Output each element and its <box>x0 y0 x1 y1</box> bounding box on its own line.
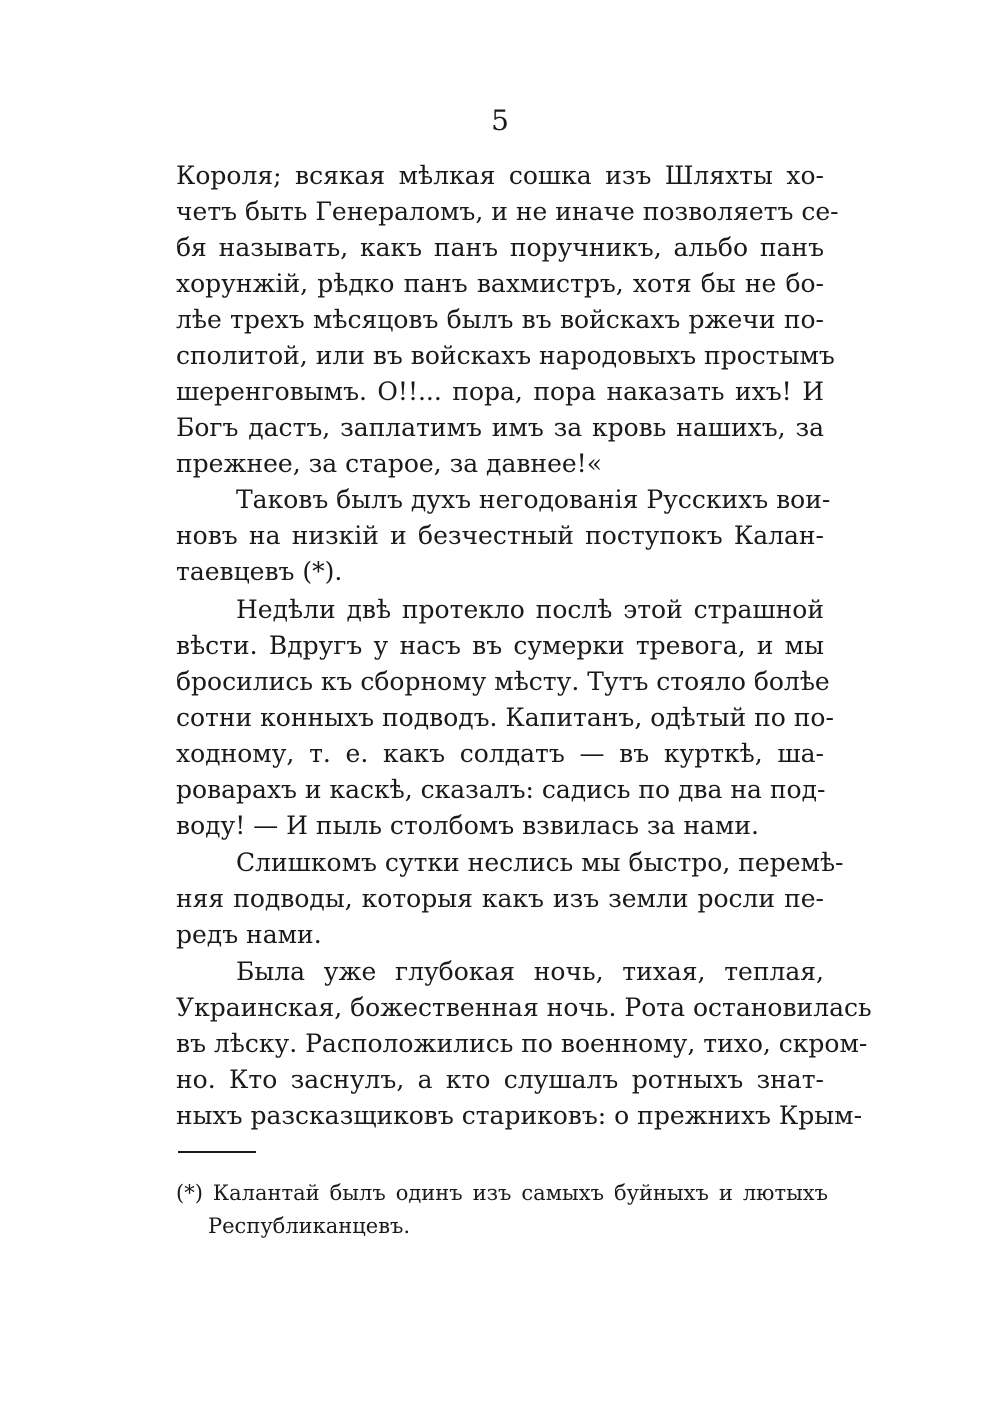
text-line: шеренговымъ. О!!... пора, пора наказать ихъ! И <box>176 377 824 406</box>
text-line: редъ нами. <box>176 920 322 949</box>
footnote-text: (*) Калантай былъ одинъ изъ самыхъ буйныхъ и лютыхъ <box>176 1181 828 1205</box>
text-line: хорунжій, рѣдко панъ вахмистръ, хотя бы не бо- <box>176 269 824 298</box>
text-line: новъ на низкій и безчестный поступокъ Калан- <box>176 521 824 550</box>
paragraph-start: Слишкомъ сутки неслись мы быстро, перемѣ- <box>236 848 844 877</box>
text-line: Короля; всякая мѣлкая сошка изъ Шляхты хо- <box>176 161 824 190</box>
text-line: сотни конныхъ подводъ. Капитанъ, одѣтый по по- <box>176 703 834 732</box>
text-line: Богъ дастъ, заплатимъ имъ за кровь нашихъ, за <box>176 413 824 442</box>
paragraph-start: Была уже глубокая ночь, тихая, теплая, <box>236 957 824 986</box>
text-line: бросились къ сборному мѣсту. Тутъ стояло болѣе <box>176 667 830 696</box>
paragraph-start: Недѣли двѣ протекло послѣ этой страшной <box>236 595 824 624</box>
text-line: Украинская, божественная ночь. Рота остановилась <box>176 993 872 1022</box>
footnote-divider <box>178 1151 256 1153</box>
text-line: ходному, т. е. какъ солдатъ — въ курткѣ, ша- <box>176 739 824 768</box>
text-line: роварахъ и каскѣ, сказалъ: садись по два на под- <box>176 775 826 804</box>
page-number: 5 <box>491 104 509 137</box>
text-line: лѣе трехъ мѣсяцовъ былъ въ войскахъ ржечи по- <box>176 305 824 334</box>
text-line: но. Кто заснулъ, а кто слушалъ ротныхъ знат- <box>176 1065 824 1094</box>
text-line: бя называть, какъ панъ поручникъ, альбо панъ <box>176 233 824 262</box>
text-line: въ лѣску. Расположились по военному, тихо, скром- <box>176 1029 868 1058</box>
text-line: ныхъ разсказщиковъ стариковъ: о прежнихъ Крым- <box>176 1101 863 1130</box>
text-line: сполитой, или въ войскахъ народовыхъ простымъ <box>176 341 835 370</box>
text-line: вѣсти. Вдругъ у насъ въ сумерки тревога, и мы <box>176 631 824 660</box>
text-line: няя подводы, которыя какъ изъ земли росли пе- <box>176 884 824 913</box>
text-line: прежнее, за старое, за давнее!« <box>176 449 603 478</box>
text-line: таевцевъ (*). <box>176 557 343 586</box>
text-line: воду! — И пыль столбомъ взвилась за нами. <box>176 811 759 840</box>
text-line: четъ быть Генераломъ, и не иначе позволяетъ се- <box>176 197 839 226</box>
paragraph-start: Таковъ былъ духъ негодованія Русскихъ вои- <box>236 485 831 514</box>
footnote-text: Республиканцевъ. <box>208 1214 411 1238</box>
